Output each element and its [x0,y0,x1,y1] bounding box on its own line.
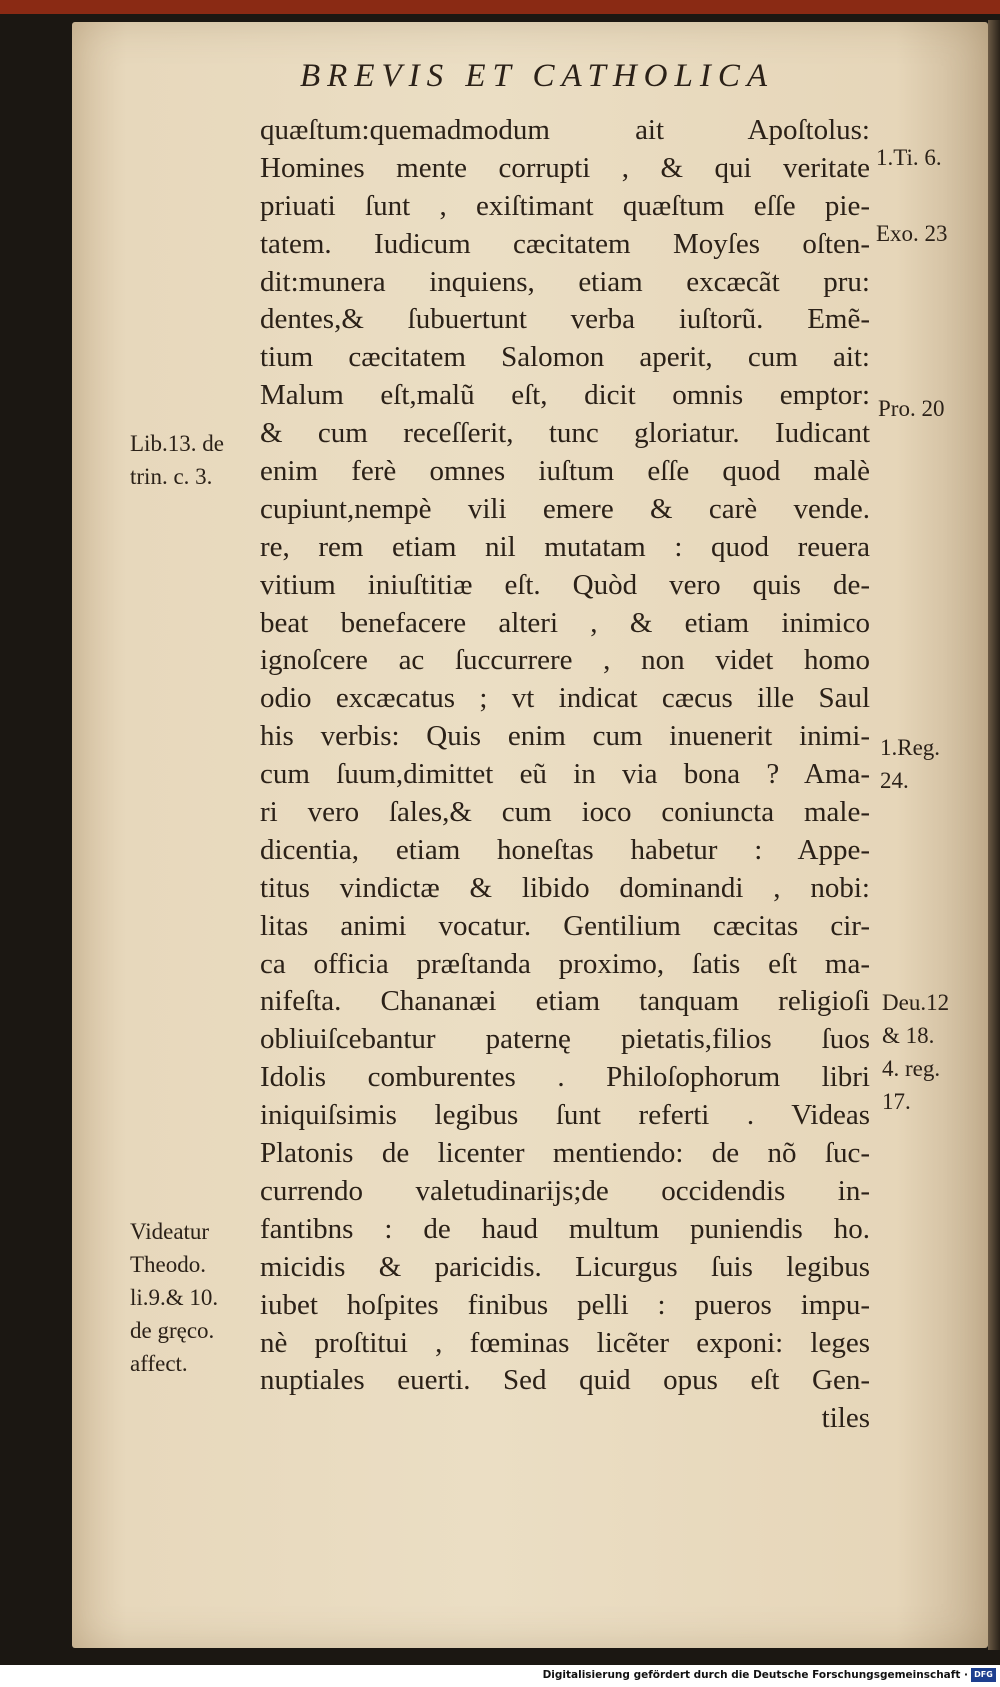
text-line: ignoſcere ac ſuccurrere , non videt homo [260,644,870,677]
text-line: & cum receſſerit, tunc gloriatur. Iudicant [260,417,870,450]
text-line: obliuiſcebantur paternę pietatis,filios ſuos [260,1023,870,1056]
text-line: titus vindictæ & libido dominandi , nobi: [260,871,870,904]
text-line: tatem. Iudicum cæcitatem Moyſes oſten- [260,227,870,260]
text-line: Homines mente corrupti , & qui veritate [260,151,870,184]
text-line: beat benefacere alteri , & etiam inimico [260,606,870,639]
text-line: enim ferè omnes iuſtum eſſe quod malè [260,455,870,488]
text-line: dit:munera inquiens, etiam excæcãt pru: [260,265,870,298]
margin-note-right-4: 1.Reg. 24. [880,735,941,793]
text-line: nè proſtitui , fœminas licẽter exponi: leges [260,1326,870,1359]
text-line: tiles [821,1402,870,1435]
text-line: dentes,& ſubuertunt verba iuſtorũ. Emẽ- [260,303,870,336]
text-line: re, rem etiam nil mutatam : quod reuera [260,530,870,563]
margin-note-left-2: Videatur Theodo. li.9.& 10. de gręco. affect. [130,1219,219,1376]
margin-note-right-5: Deu.12 & 18. 4. reg. 17. [882,990,950,1114]
text-line: micidis & paricidis. Licurgus ſuis legibus [260,1250,870,1283]
text-line: odio excæcatus ; vt indicat cæcus ille Saul [260,682,870,715]
text-line: dicentia, etiam honeſtas habetur : Appe- [260,833,870,866]
body-text [260,112,870,1438]
text-line: fantibns : de haud multum puniendis ho. [260,1212,870,1245]
margin-note-right-1: 1.Ti. 6. [876,145,942,170]
text-line: Malum eſt,malũ eſt, dicit omnis emptor: [260,379,870,412]
text-line: ri vero ſales,& cum ioco coniuncta male- [260,796,870,829]
text-line: nifeſta. Chananæi etiam tanquam religioſi [260,985,870,1018]
dfg-logo: DFG [971,1668,996,1682]
margin-note-right-2: Exo. 23 [876,221,948,246]
text-line: quæſtum:quemadmodum ait Apoſtolus: [260,114,870,146]
text-line: priuati ſunt , exiſtimant quæſtum eſſe pie- [260,189,870,222]
text-line: nuptiales euerti. Sed quid opus eſt Gen- [260,1364,870,1397]
text-line: Idolis comburentes . Philoſophorum libri [260,1061,870,1094]
text-line: tium cæcitatem Salomon aperit, cum ait: [260,341,870,374]
digitization-credit: Digitalisierung gefördert durch die Deutsche Forschungsgemeinschaft · [542,1669,968,1681]
margin-note-right-3: Pro. 20 [878,396,945,421]
text-line: cum ſuum,dimittet eũ in via bona ? Ama- [260,758,870,791]
text-line: vitium iniuſtitiæ eſt. Quòd vero quis de- [260,568,870,601]
text-line: currendo valetudinarijs;de occidendis in- [260,1174,870,1207]
text-line: his verbis: Quis enim cum inuenerit inimi- [260,720,870,753]
text-line: iubet hoſpites finibus pelli : pueros impu- [260,1288,870,1321]
footer-bar [0,1665,1000,1687]
text-line: Platonis de licenter mentiendo: de nõ ſuc- [260,1137,870,1170]
text-line: cupiunt,nempè vili emere & carè vende. [260,492,870,525]
margin-note-left-1: Lib.13. de trin. c. 3. [130,431,224,489]
running-head: BREVIS ET CATHOLICA [300,58,775,94]
text-line: iniquiſsimis legibus ſunt referti . Videas [260,1099,870,1132]
text-line: ca officia præſtanda proximo, ſatis eſt ma- [260,947,870,980]
text-line: litas animi vocatur. Gentilium cæcitas cir- [260,909,870,942]
page-gutter [988,20,1000,1650]
